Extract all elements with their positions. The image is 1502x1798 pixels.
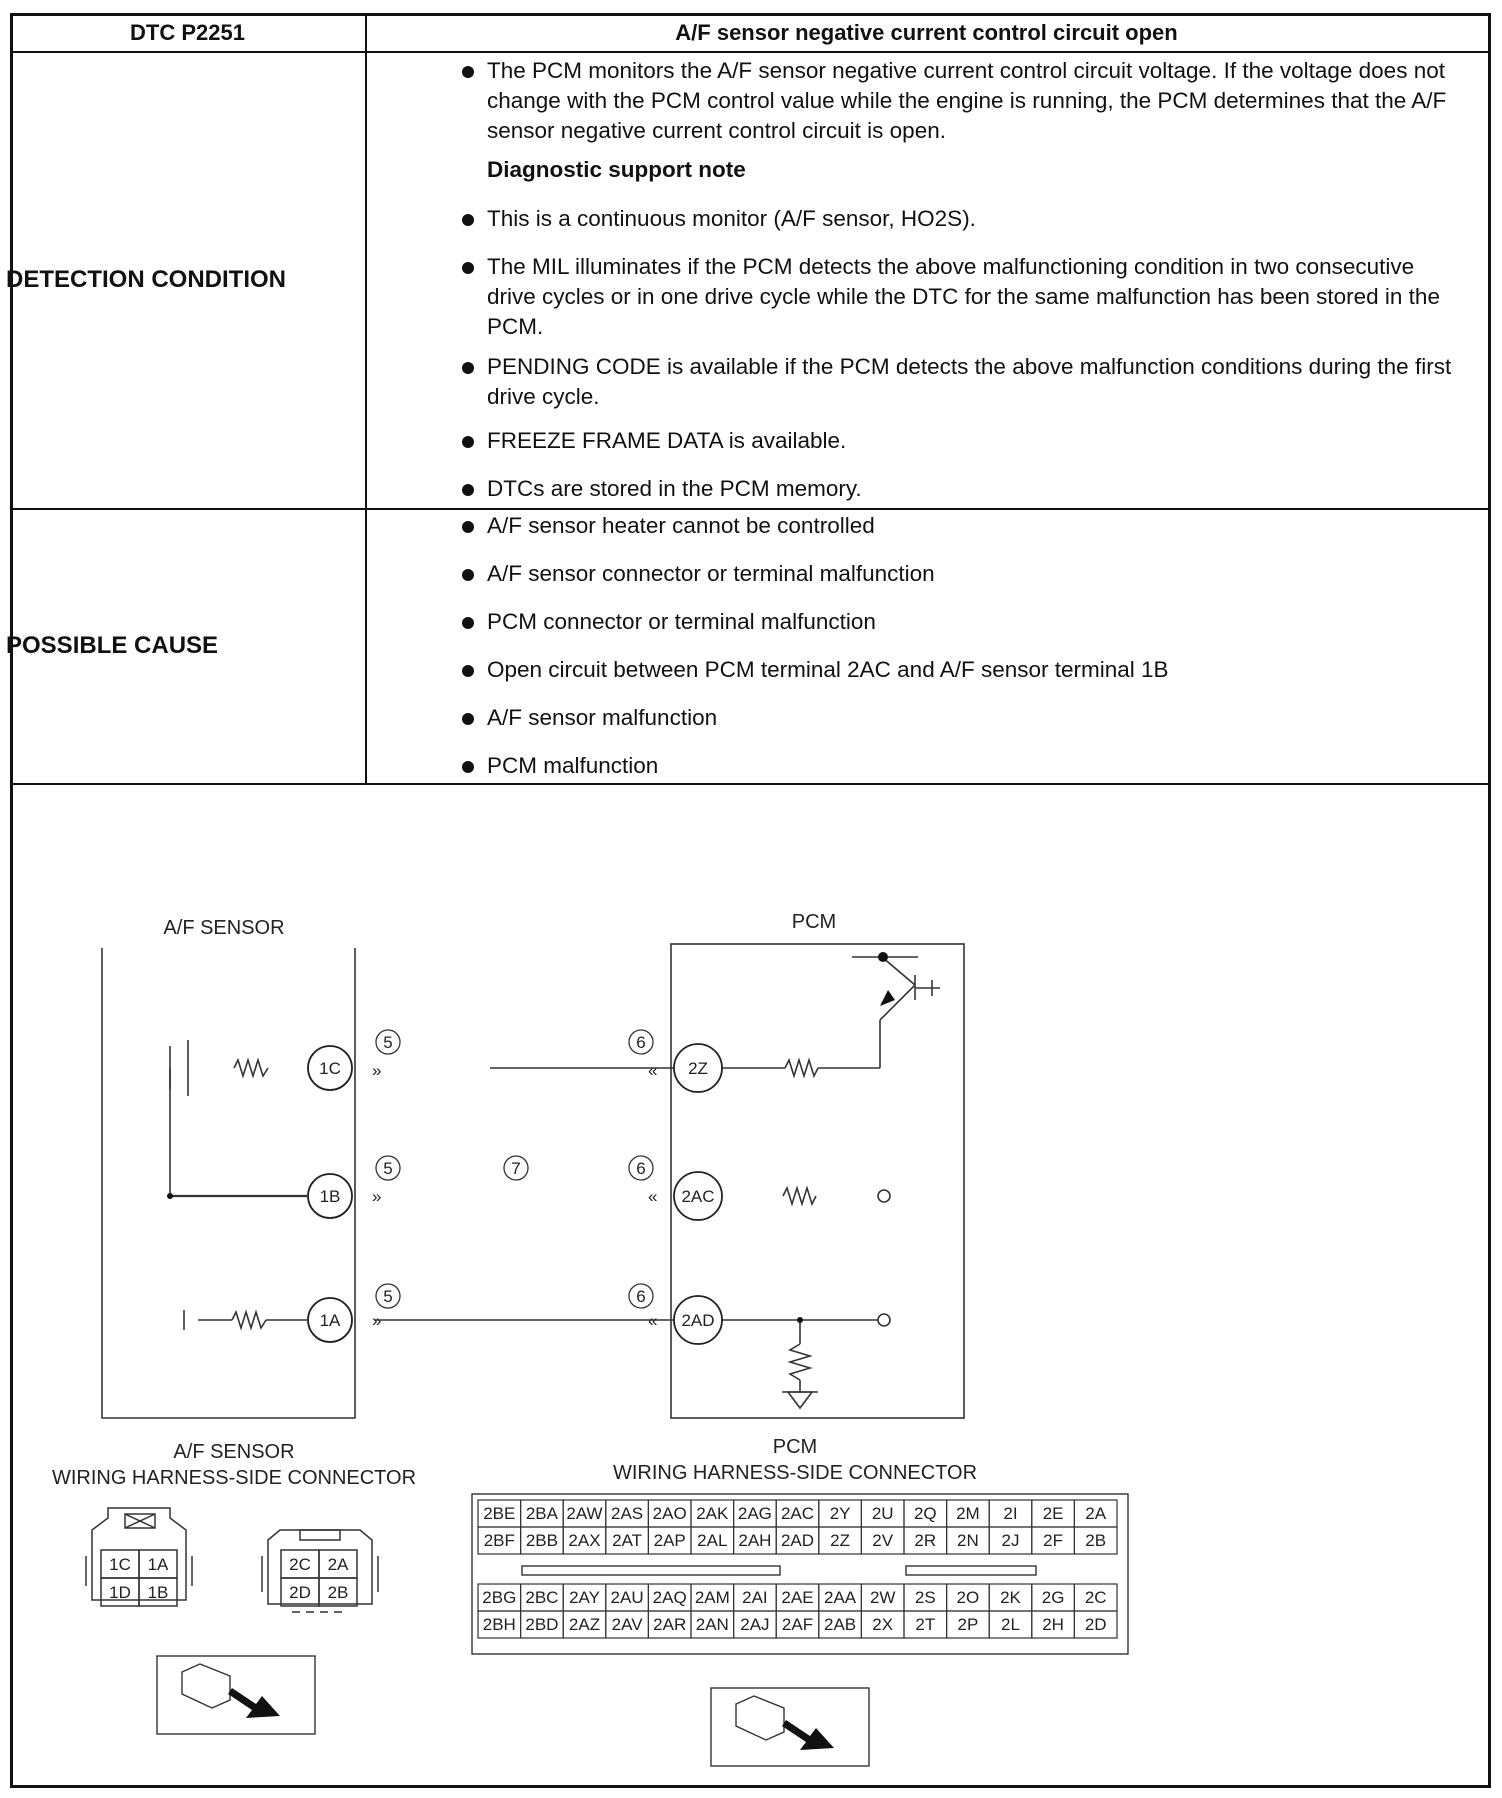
terminal-2z: 2Z bbox=[688, 1059, 708, 1078]
pcm-pin-label: 2AN bbox=[695, 1615, 729, 1634]
pcm-pin-label: 2R bbox=[914, 1531, 937, 1550]
pcm-pin-label: 2D bbox=[1084, 1615, 1107, 1634]
dtc-code: DTC P2251 bbox=[130, 20, 245, 45]
pcm-pin-label: 2Z bbox=[830, 1531, 851, 1550]
cause-item: A/F sensor connector or terminal malfunction bbox=[487, 561, 935, 586]
pin-1a: 1A bbox=[147, 1555, 169, 1574]
pcm-pin-label: 2I bbox=[1003, 1504, 1018, 1523]
pcm-pin-label: 2AQ bbox=[652, 1588, 687, 1607]
pcm-pin-label: 2AJ bbox=[740, 1615, 770, 1634]
svg-text:»: » bbox=[372, 1187, 382, 1206]
pcm-pin-label: 2U bbox=[871, 1504, 894, 1523]
pcm-connector-pins bbox=[478, 1500, 1117, 1638]
svg-text:«: « bbox=[648, 1187, 658, 1206]
detection-condition-label: DETECTION CONDITION bbox=[6, 266, 286, 293]
dtc-title: A/F sensor negative current control circuit open bbox=[675, 20, 1178, 45]
pcm-pin-label: 2BD bbox=[525, 1615, 559, 1634]
pcm-pin-label: 2AC bbox=[780, 1504, 815, 1523]
pin-1b: 1B bbox=[147, 1583, 169, 1602]
pcm-pin-label: 2AB bbox=[824, 1615, 857, 1634]
detection-item: DTCs are stored in the PCM memory. bbox=[487, 476, 862, 501]
detection-item: PENDING CODE is available if the PCM detects the above malfunction conditions during the first drive cycle. bbox=[487, 354, 1452, 409]
pcm-connector-subtitle: WIRING HARNESS-SIDE CONNECTOR bbox=[612, 1462, 978, 1484]
pcm-pin-label: 2G bbox=[1041, 1588, 1065, 1607]
pcm-pin-label: 2AP bbox=[653, 1531, 686, 1550]
pcm-pin-label: 2AY bbox=[569, 1588, 600, 1607]
cause-item: A/F sensor heater cannot be controlled bbox=[487, 513, 875, 538]
pin-2c: 2C bbox=[289, 1555, 311, 1574]
pcm-pin-label: 2W bbox=[869, 1588, 896, 1607]
af-sensor-label: A/F SENSOR bbox=[163, 917, 285, 939]
possible-cause-label: POSSIBLE CAUSE bbox=[6, 632, 219, 659]
detection-paragraph: The PCM monitors the A/F sensor negative current control circuit voltage. If the voltage does not change with the PCM control value while the engine is running, the PCM determines that the A/F sensor negative current control circuit is open. bbox=[487, 58, 1447, 143]
detection-item: The MIL illuminates if the PCM detects the above malfunctioning condition in two consecutive drive cycles or in one drive cycle while the DTC for the same malfunction has been stored in the PCM. bbox=[487, 254, 1440, 339]
pcm-pin-label: 2AK bbox=[696, 1504, 729, 1523]
svg-text:»: » bbox=[372, 1061, 382, 1080]
terminal-1c: 1C bbox=[319, 1059, 341, 1078]
pcm-label: PCM bbox=[791, 911, 837, 933]
pcm-pin-label: 2BH bbox=[482, 1615, 516, 1634]
pcm-pin-label: 2BE bbox=[483, 1504, 516, 1523]
diagnostic-note-title: Diagnostic support note bbox=[487, 157, 746, 182]
pcm-pin-label: 2E bbox=[1042, 1504, 1064, 1523]
ref-7: 7 bbox=[511, 1159, 521, 1178]
pcm-pin-label: 2BC bbox=[525, 1588, 559, 1607]
pcm-pin-label: 2N bbox=[957, 1531, 979, 1550]
pcm-pin-label: 2AM bbox=[694, 1588, 730, 1607]
pcm-pin-label: 2AT bbox=[612, 1531, 643, 1550]
pcm-pin-label: 2L bbox=[1001, 1615, 1020, 1634]
pcm-pin-label: 2AG bbox=[737, 1504, 772, 1523]
ref-5: 5 bbox=[383, 1287, 393, 1306]
detection-item: FREEZE FRAME DATA is available. bbox=[487, 428, 847, 453]
pcm-pin-label: 2AW bbox=[566, 1504, 603, 1523]
pcm-pin-label: 2AA bbox=[824, 1588, 857, 1607]
pcm-pin-label: 2X bbox=[872, 1615, 894, 1634]
pcm-pin-label: 2O bbox=[956, 1588, 980, 1607]
pcm-pin-label: 2P bbox=[957, 1615, 979, 1634]
pcm-pin-label: 2BF bbox=[483, 1531, 515, 1550]
ref-6: 6 bbox=[636, 1159, 646, 1178]
pcm-pin-label: 2AU bbox=[610, 1588, 644, 1607]
sensor-connector-title: A/F SENSOR bbox=[173, 1441, 295, 1463]
pcm-pin-label: 2BG bbox=[482, 1588, 517, 1607]
pcm-pin-label: 2AS bbox=[611, 1504, 644, 1523]
pcm-pin-label: 2AL bbox=[697, 1531, 728, 1550]
terminal-1b: 1B bbox=[319, 1187, 341, 1206]
ref-5: 5 bbox=[383, 1159, 393, 1178]
pcm-pin-label: 2AV bbox=[611, 1615, 643, 1634]
pin-2b: 2B bbox=[327, 1583, 349, 1602]
arrow-icon bbox=[782, 1720, 834, 1750]
pcm-pin-label: 2Y bbox=[829, 1504, 851, 1523]
cause-item: PCM malfunction bbox=[487, 753, 659, 778]
terminal-1a: 1A bbox=[319, 1311, 341, 1330]
pin-1c: 1C bbox=[109, 1555, 131, 1574]
pcm-pin-label: 2J bbox=[1001, 1531, 1020, 1550]
pcm-pin-label: 2AI bbox=[742, 1588, 768, 1607]
pcm-pin-label: 2BA bbox=[525, 1504, 558, 1523]
pcm-pin-label: 2A bbox=[1085, 1504, 1107, 1523]
pcm-pin-label: 2H bbox=[1042, 1615, 1064, 1634]
pcm-pin-label: 2AX bbox=[568, 1531, 601, 1550]
pcm-pin-label: 2S bbox=[914, 1588, 936, 1607]
ref-5: 5 bbox=[383, 1033, 393, 1052]
cause-item: PCM connector or terminal malfunction bbox=[487, 609, 876, 634]
pcm-pin-label: 2BB bbox=[525, 1531, 558, 1550]
pcm-pin-label: 2AZ bbox=[568, 1615, 601, 1634]
pcm-pin-label: 2AE bbox=[781, 1588, 814, 1607]
pcm-pin-label: 2T bbox=[915, 1615, 936, 1634]
ref-6: 6 bbox=[636, 1033, 646, 1052]
pcm-pin-label: 2AO bbox=[652, 1504, 687, 1523]
pcm-pin-label: 2C bbox=[1084, 1588, 1107, 1607]
pcm-pin-label: 2B bbox=[1085, 1531, 1107, 1550]
cause-item: A/F sensor malfunction bbox=[487, 705, 718, 730]
terminal-2ac: 2AC bbox=[681, 1187, 715, 1206]
pin-2a: 2A bbox=[327, 1555, 349, 1574]
pcm-pin-label: 2Q bbox=[913, 1504, 937, 1523]
svg-text:»: » bbox=[372, 1311, 382, 1330]
pcm-pin-label: 2AD bbox=[780, 1531, 815, 1550]
pcm-pin-label: 2AH bbox=[738, 1531, 772, 1550]
pcm-pin-label: 2AR bbox=[653, 1615, 687, 1634]
pcm-pin-label: 2V bbox=[872, 1531, 894, 1550]
pin-1d: 1D bbox=[109, 1583, 131, 1602]
sensor-connector-subtitle: WIRING HARNESS-SIDE CONNECTOR bbox=[51, 1467, 417, 1489]
pcm-pin-label: 2F bbox=[1043, 1531, 1064, 1550]
pin-2d: 2D bbox=[289, 1583, 311, 1602]
svg-text:«: « bbox=[648, 1311, 658, 1330]
svg-text:«: « bbox=[648, 1061, 658, 1080]
terminal-2ad: 2AD bbox=[681, 1311, 715, 1330]
ref-6: 6 bbox=[636, 1287, 646, 1306]
pcm-pin-label: 2M bbox=[956, 1504, 980, 1523]
detection-item: This is a continuous monitor (A/F sensor, HO2S). bbox=[487, 206, 976, 231]
pcm-connector-title: PCM bbox=[772, 1436, 818, 1458]
arrow-icon bbox=[228, 1688, 280, 1718]
pcm-pin-label: 2K bbox=[1000, 1588, 1021, 1607]
cause-item: Open circuit between PCM terminal 2AC and A/F sensor terminal 1B bbox=[487, 657, 1169, 682]
pcm-pin-label: 2AF bbox=[781, 1615, 814, 1634]
